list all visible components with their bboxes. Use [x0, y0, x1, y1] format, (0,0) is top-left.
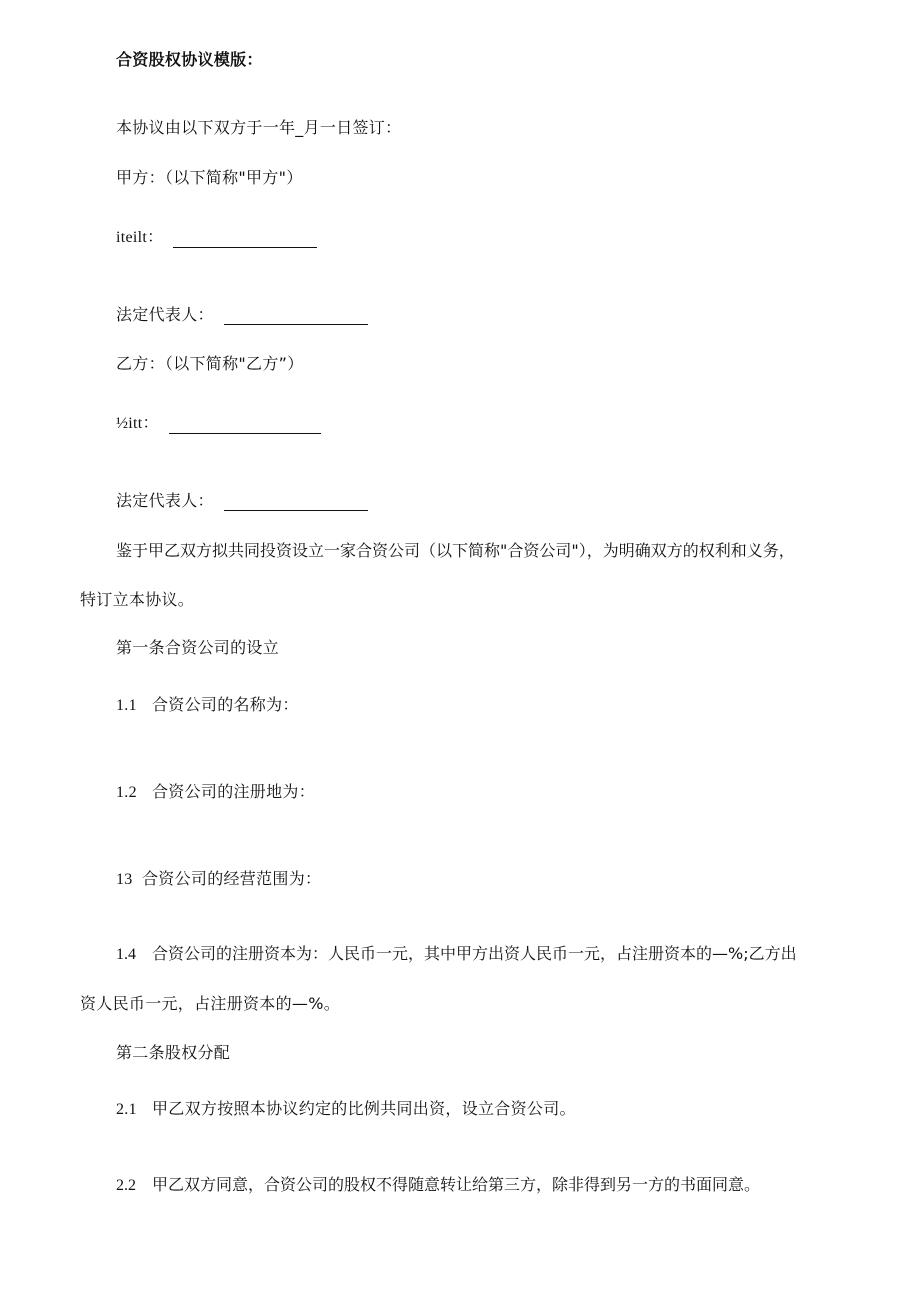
clause-text: 合资公司的注册资本为：人民币一元，其中甲方出资人民币一元，占注册资本的—%;乙方出: [152, 944, 797, 963]
clause-number: 2.2: [116, 1177, 136, 1194]
clause-text: 甲乙双方同意，合资公司的股权不得随意转让给第三方，除非得到另一方的书面同意。: [152, 1175, 761, 1194]
clause-text: 合资公司的注册地为：: [152, 782, 316, 801]
clause-1-1: [116, 695, 299, 716]
party-b-address-label: ½itt：: [116, 415, 159, 432]
clause-number: 1.1: [116, 697, 137, 714]
clause-1-4-continued: 资人民币一元，占注册资本的—%。: [80, 994, 341, 1013]
party-a-address-label: iteilt：: [116, 229, 164, 246]
clause-1-4: [116, 944, 797, 965]
clause-2-2: [116, 1175, 760, 1196]
party-b-heading: 乙方：（以下简称"乙方”）: [116, 354, 304, 373]
article-2-heading: 第二条股权分配: [116, 1043, 231, 1062]
clause-1-2: [116, 782, 315, 803]
clause-text: 合资公司的名称为：: [152, 695, 299, 714]
party-a-heading: 甲方：（以下简称"甲方"）: [116, 168, 303, 187]
party-b-rep-blank: [224, 496, 368, 511]
clause-text: 合资公司的经营范围为：: [142, 869, 322, 888]
clause-number: 13: [116, 871, 133, 888]
clause-2-1: [116, 1099, 576, 1120]
party-a-rep-blank: [224, 310, 368, 325]
preamble-line-1: 鉴于甲乙双方拟共同投资设立一家合资公司（以下简称"合资公司"），为明确双方的权利和义务，: [116, 541, 795, 560]
party-b-address-row: [116, 413, 321, 434]
clause-number: 1.4: [116, 946, 136, 963]
party-b-rep-label: 法定代表人：: [116, 491, 214, 510]
clause-1-3: [116, 869, 321, 890]
party-b-rep-row: [116, 491, 368, 511]
clause-number: 2.1: [116, 1101, 137, 1118]
article-1-heading: 第一条合资公司的设立: [116, 638, 280, 657]
party-a-address-blank: [173, 233, 317, 248]
clause-text: 甲乙双方按照本协议约定的比例共同出资，设立合资公司。: [152, 1099, 576, 1118]
party-a-rep-row: [116, 305, 368, 325]
party-a-address-row: [116, 227, 317, 248]
preamble-line-2: 特订立本协议。: [80, 590, 195, 609]
intro-line: 本协议由以下双方于一年_月一日签订：: [116, 118, 402, 137]
document-title: 合资股权协议模版：: [116, 50, 263, 69]
party-a-rep-label: 法定代表人：: [116, 305, 214, 324]
clause-number: 1.2: [116, 784, 137, 801]
party-b-address-blank: [169, 419, 321, 434]
